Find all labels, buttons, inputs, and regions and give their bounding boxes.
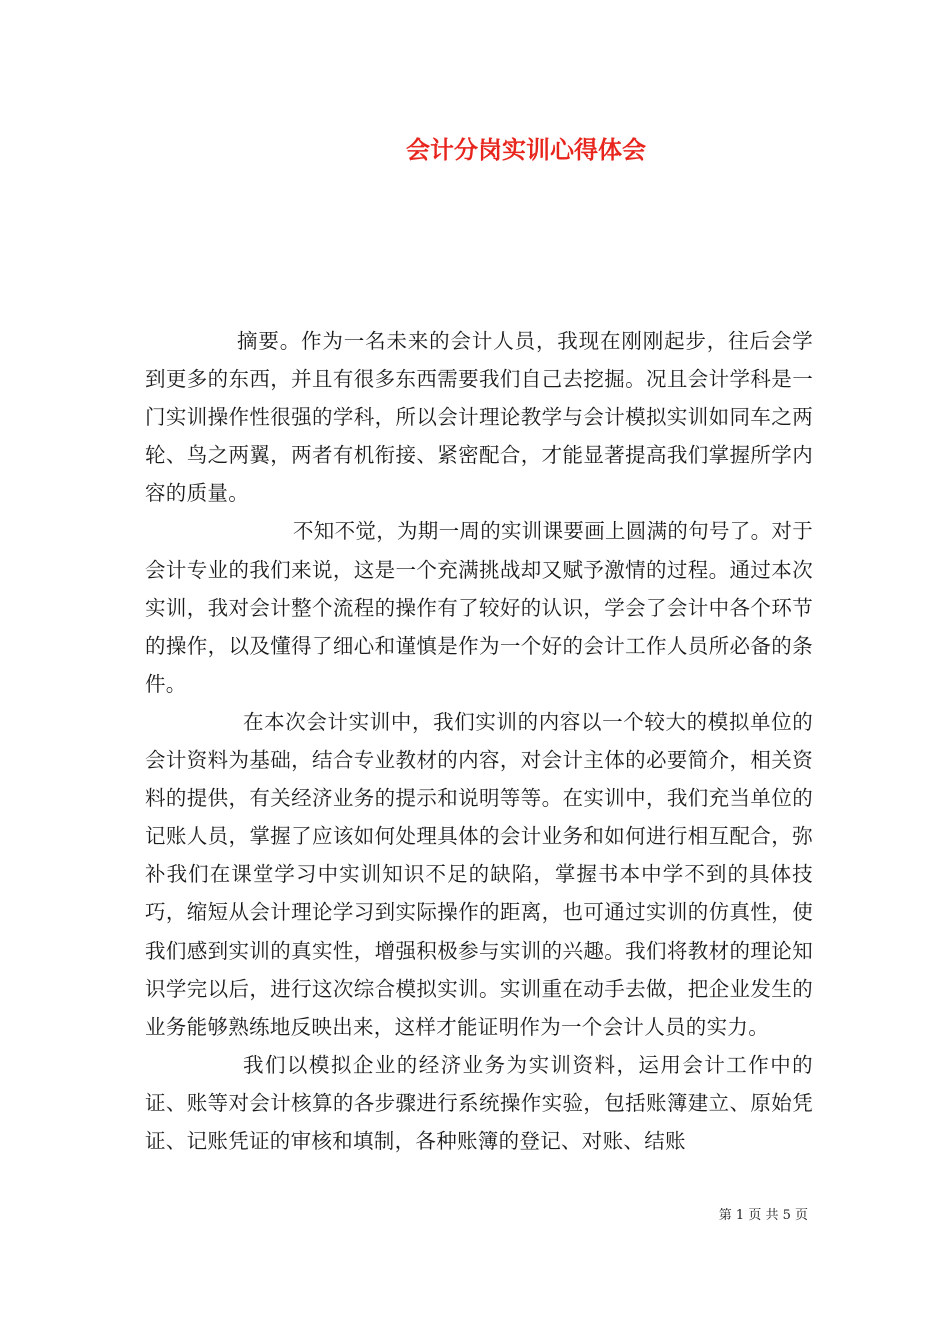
document-title: 会计分岗实训心得体会 bbox=[406, 135, 646, 164]
document-body bbox=[145, 322, 813, 1160]
paragraph-simulation: 我们以模拟企业的经济业务为实训资料，运用会计工作中的证、账等对会计核算的各步骤进行系统操作实验，包括账簿建立、原始凭证、记账凭证的审核和填制，各种账簿的登记、对账、结账 bbox=[145, 1052, 813, 1153]
paragraph-abstract: 摘要。作为一名未来的会计人员，我现在刚刚起步，往后会学到更多的东西，并且有很多东西需要我们自己去挖掘。况且会计学科是一门实训操作性很强的学科，所以会计理论教学与会计模拟实训如同车之两轮、鸟之两翼，两者有机衔接、紧密配合，才能显著提高我们掌握所学内容的质量。 bbox=[145, 329, 813, 506]
paragraph-intro: 不知不觉，为期一周的实训课要画上圆满的句号了。对于会计专业的我们来说，这是一个充满挑战却又赋予激情的过程。通过本次实训，我对会计整个流程的操作有了较好的认识，学会了会计中各个环节的操作，以及懂得了细心和谨慎是作为一个好的会计工作人员所必备的条件。 bbox=[145, 519, 813, 696]
page-number-footer: 第 1 页 共 5 页 bbox=[718, 1208, 808, 1223]
paragraph-training-content: 在本次会计实训中，我们实训的内容以一个较大的模拟单位的会计资料为基础，结合专业教材的内容，对会计主体的必要简介，相关资料的提供，有关经济业务的提示和说明等等。在实训中，我们充当单位的记账人员，掌握了应该如何处理具体的会计业务和如何进行相互配合，弥补我们在课堂学习中实训知识不足的缺陷，掌握书本中学不到的具体技巧，缩短从会计理论学习到实际操作的距离，也可通过实训的仿真性，使我们感到实训的真实性，增强积极参与实训的兴趣。我们将教材的理论知识学完以后，进行这次综合模拟实训。实训重在动手去做，把企业发生的业务能够熟练地反映出来，这样才能证明作为一个会计人员的实力。 bbox=[145, 709, 813, 1039]
